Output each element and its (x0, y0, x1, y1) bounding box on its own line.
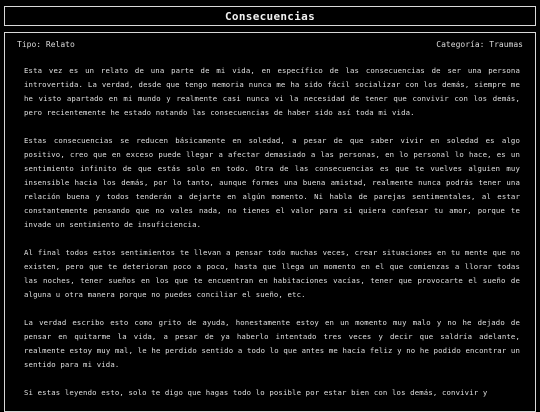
paragraph: Estas consecuencias se reducen básicamente en soledad, a pesar de que saber vivir en soledad es algo positivo, creo que en exceso puede llegar a afectar demasiado a las personas, en lo personal lo hace, es un sentimiento infinito de que estás solo en todo. Otra de las consecuencias es que te vuelves alguien muy insensible hacia los demás, por lo tanto, aunque formes una buena amistad, realmente nunca podrás tener una relación buena y todos tenderán a dejarte en algún momento. Ni habla de parejas sentimentales, al estar constantemente pensando que no vales nada, no tienes el valor para si quiera confesar tu amor, porque te invade un sentimiento de insuficiencia. (24, 136, 520, 229)
story-meta (5, 33, 535, 55)
title-bar (4, 6, 536, 26)
story-type: Tipo: Relato (17, 39, 75, 49)
paragraph: La verdad escribo esto como grito de ayuda, honestamente estoy en un momento muy malo y no he dejado de pensar en quitarme la vida, a pesar de ya haberlo intentado tres veces y decir que saldría adelante, realmente estoy muy mal, le he perdido sentido a todo lo que antes me hacía feliz y no he podido encontrar un sentido para mi vida. (24, 318, 520, 369)
story-body (24, 64, 520, 412)
paragraph: Esta vez es un relato de una parte de mi vida, en específico de las consecuencias de ser una persona introvertida. La verdad, desde que tengo memoria nunca me ha sido fácil socializar con los demás, siempre me he visto apartado en mi mundo y realmente casi nunca vi la necesidad de tener que convivir con los demás, pero recientemente he estado notando las consecuencias de haber sido así toda mi vida. (24, 66, 520, 117)
paragraph: Si estas leyendo esto, solo te digo que hagas todo lo posible por estar bien con los demás, convivir y (24, 388, 488, 397)
story-card (4, 32, 536, 412)
paragraph: Al final todos estos sentimientos te llevan a pensar todo muchas veces, crear situaciones en tu mente que no existen, pero que te deterioran poco a poco, hasta que llega un momento en el que comienzas a llorar todas las noches, tener sueños en los que te encuentran en habitaciones vacías, tener que provocarte el sueño de alguna u otra manera porque no puedes conciliar el sueño, etc. (24, 248, 520, 299)
page-title: Consecuencias (225, 9, 315, 23)
story-category: Categoría: Traumas (436, 39, 523, 49)
